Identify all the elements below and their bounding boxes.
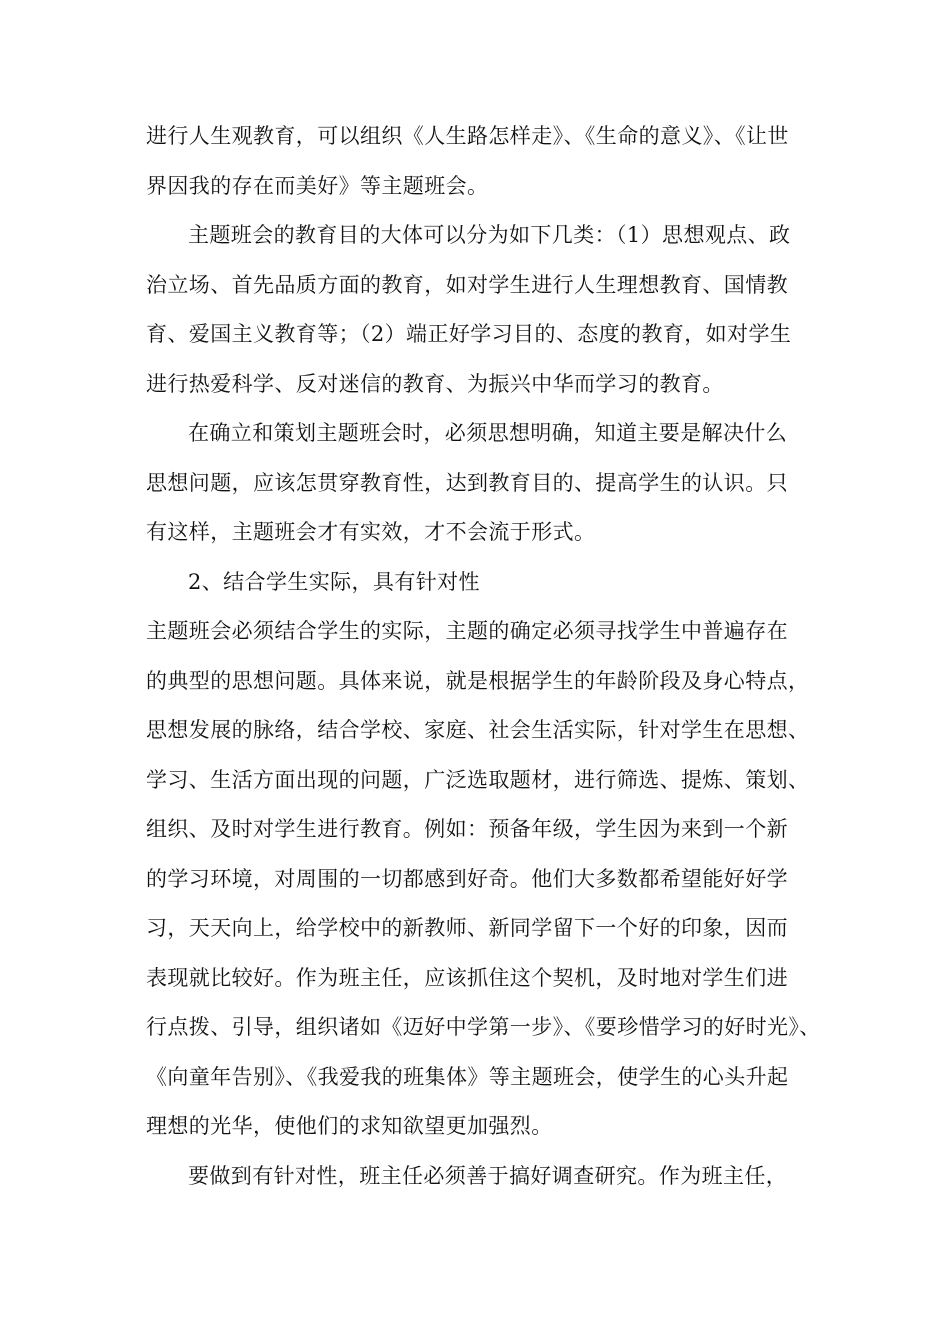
- text-line: 育、爱国主义教育等；（2）端正好学习目的、态度的教育，如对学生: [146, 322, 792, 346]
- text-line: 进行人生观教育，可以组织《人生路怎样走》、《生命的意义》、《让世: [146, 124, 789, 148]
- text-line: 的学习环境，对周围的一切都感到好奇。他们大多数都希望能好好学: [146, 866, 788, 891]
- text-line: 《向童年告别》、《我爱我的班集体》等主题班会，使学生的心头升起: [146, 1064, 789, 1089]
- text-line: 表现就比较好。作为班主任，应该抓住这个契机，及时地对学生们进: [146, 965, 788, 990]
- text-line: 治立场、首先品质方面的教育，如对学生进行人生理想教育、国情教: [146, 272, 788, 297]
- text-line: 思想问题，应该怎贯穿教育性，达到教育目的、提高学生的认识。只: [146, 470, 788, 495]
- body-text: [146, 112, 821, 1201]
- text-line: 界因我的存在而美好》等主题班会。: [146, 173, 489, 198]
- text-line: 思想发展的脉络，结合学校、家庭、社会生活实际，针对学生在思想、: [146, 718, 810, 742]
- text-line: 理想的光华，使他们的求知欲望更加强烈。: [146, 1114, 553, 1138]
- text-line: 有这样，主题班会才有实效，才不会流于形式。: [146, 520, 596, 544]
- text-line: 学习、生活方面出现的问题，广泛选取题材，进行筛选、提炼、策划、: [146, 767, 810, 792]
- text-line: 习，天天向上，给学校中的新教师、新同学留下一个好的印象，因而: [146, 916, 788, 940]
- text-line: 主题班会必须结合学生的实际，主题的确定必须寻找学生中普遍存在: [146, 619, 788, 643]
- text-line: 行点拨、引导，组织诸如《迈好中学第一步》、《要珍惜学习的好时光》、: [146, 1015, 821, 1039]
- text-line: 的典型的思想问题。具体来说，就是根据学生的年龄阶段及身心特点，: [146, 668, 810, 693]
- text-line: 在确立和策划主题班会时，必须思想明确，知道主要是解决什么: [188, 421, 788, 445]
- text-line: 主题班会的教育目的大体可以分为如下几类：（1）思想观点、政: [188, 223, 791, 247]
- section-heading: 2、结合学生实际，具有针对性: [188, 569, 480, 594]
- text-line: 要做到有针对性，班主任必须善于搞好调查研究。作为班主任，: [188, 1163, 788, 1188]
- text-line: 进行热爱科学、反对迷信的教育、为振兴中华而学习的教育。: [146, 371, 724, 396]
- text-line: 组织、及时对学生进行教育。例如：预备年级，学生因为来到一个新: [146, 817, 788, 841]
